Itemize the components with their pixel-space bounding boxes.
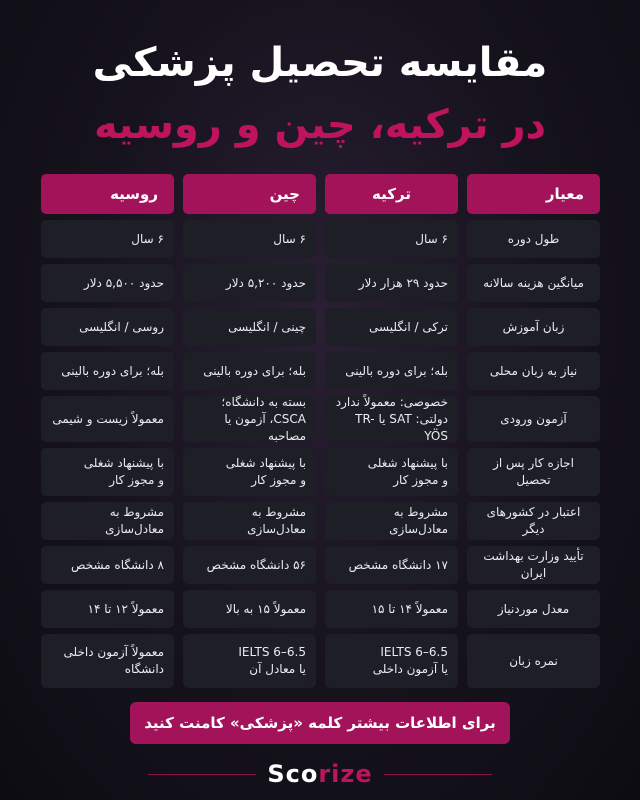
cell-text: مشروط به معادل‌سازی: [105, 505, 164, 536]
table-cell-russia: [41, 396, 174, 442]
cell-text: بله؛ برای دوره بالینی: [61, 363, 164, 378]
table-cell-china: [183, 546, 316, 584]
cell-text: ترکی / انگلیسی: [369, 319, 448, 334]
cell-text: معمولاً آزمون داخلی دانشگاه: [63, 645, 164, 676]
header-turkey: ترکیه: [325, 174, 458, 214]
comment-cta-banner: برای اطلاعات بیشتر کلمه «پزشکی» کامنت کنید: [130, 702, 510, 744]
table-row-criterion: [467, 396, 600, 442]
cell-text: با پیشنهاد شغلی و مجوز کار: [83, 456, 164, 487]
table-cell-russia: [41, 448, 174, 496]
table-row-criterion: [467, 634, 600, 688]
cell-text: با پیشنهاد شغلی و مجوز کار: [367, 456, 448, 487]
table-cell-russia: [41, 502, 174, 540]
header-criterion: معیار: [467, 174, 600, 214]
table-row-criterion: [467, 352, 600, 390]
cell-text: حدود ۵,۲۰۰ دلار: [225, 275, 306, 290]
cell-text: چینی / انگلیسی: [228, 319, 306, 334]
table-cell-russia: [41, 590, 174, 628]
table-cell-china: [183, 396, 316, 442]
cell-text: نیاز به زبان محلی: [489, 363, 578, 378]
table-cell-china: [183, 590, 316, 628]
table-cell-turkey: [325, 634, 458, 688]
table-cell-china: [183, 448, 316, 496]
table-cell-turkey: [325, 502, 458, 540]
cell-text: ۵۶ دانشگاه مشخص: [206, 557, 306, 572]
cell-text: حدود ۲۹ هزار دلار: [358, 275, 448, 290]
table-row-criterion: [467, 590, 600, 628]
page-title: مقایسه تحصیل پزشکی: [92, 40, 548, 86]
cell-text: ۶ سال: [415, 231, 448, 246]
cell-text: ۶ سال: [273, 231, 306, 246]
cell-text: اعتبار در کشورهای دیگر: [486, 505, 581, 536]
cell-text: معمولاً ۱۲ تا ۱۴: [87, 601, 164, 616]
table-cell-turkey: [325, 308, 458, 346]
table-cell-russia: [41, 264, 174, 302]
table-cell-russia: [41, 220, 174, 258]
cell-text: مشروط به معادل‌سازی: [389, 505, 448, 536]
cell-text: با پیشنهاد شغلی و مجوز کار: [225, 456, 306, 487]
table-cell-turkey: [325, 590, 458, 628]
cell-text: بسته به دانشگاه؛ CSCA، آزمون یا مصاحبه: [221, 394, 306, 443]
table-cell-turkey: [325, 264, 458, 302]
cell-text: مشروط به معادل‌سازی: [247, 505, 306, 536]
cell-text: معمولاً زیست و شیمی: [52, 411, 164, 426]
table-cell-turkey: [325, 448, 458, 496]
logo-text-sco: Sco: [267, 760, 319, 788]
cell-text: میانگین هزینه سالانه: [483, 275, 584, 290]
cell-text: ۶ سال: [131, 231, 164, 246]
comparison-table: [40, 174, 600, 688]
header-china: چین: [183, 174, 316, 214]
cell-text: آزمون ورودی: [500, 411, 567, 426]
cell-text: IELTS 6–6.5 یا معادل آن: [238, 645, 306, 676]
table-row-criterion: [467, 448, 600, 496]
cell-text: بله؛ برای دوره بالینی: [203, 363, 306, 378]
table-cell-russia: [41, 352, 174, 390]
table-cell-china: [183, 308, 316, 346]
cell-text: معدل موردنیاز: [497, 601, 570, 616]
table-cell-turkey: [325, 220, 458, 258]
table-cell-turkey: [325, 352, 458, 390]
cell-text: بله؛ برای دوره بالینی: [345, 363, 448, 378]
table-cell-china: [183, 264, 316, 302]
table-row-criterion: [467, 308, 600, 346]
table-row-criterion: [467, 220, 600, 258]
cell-text: معمولاً ۱۴ تا ۱۵: [371, 601, 448, 616]
table-cell-russia: [41, 308, 174, 346]
table-cell-china: [183, 634, 316, 688]
table-cell-china: [183, 352, 316, 390]
table-row-criterion: [467, 546, 600, 584]
brand-logo: [0, 760, 640, 788]
table-row-criterion: [467, 502, 600, 540]
table-cell-russia: [41, 546, 174, 584]
cell-text: اجازه کار پس از تحصیل: [493, 456, 574, 487]
cell-text: IELTS 6–6.5 یا آزمون داخلی: [372, 645, 448, 676]
cell-text: ۱۷ دانشگاه مشخص: [348, 557, 448, 572]
header-russia: روسیه: [41, 174, 174, 214]
cell-text: روسی / انگلیسی: [79, 319, 164, 334]
cell-text: حدود ۵,۵۰۰ دلار: [83, 275, 164, 290]
logo-text-rize: rize: [318, 760, 373, 788]
cell-text: طول دوره: [507, 231, 560, 246]
table-cell-china: [183, 220, 316, 258]
table-cell-china: [183, 502, 316, 540]
table-cell-turkey: [325, 396, 458, 442]
cell-text: معمولاً ۱۵ به بالا: [225, 601, 306, 616]
page-subtitle: در ترکیه، چین و روسیه: [93, 102, 547, 148]
cell-text: خصوصی: معمولاً ندارد دولتی: SAT یا TR-YÖS: [335, 394, 448, 443]
table-cell-russia: [41, 634, 174, 688]
cell-text: تأیید وزارت بهداشت ایران: [483, 549, 584, 580]
cell-text: ۸ دانشگاه مشخص: [71, 557, 164, 572]
cell-text: زبان آموزش: [502, 319, 565, 334]
table-row-criterion: [467, 264, 600, 302]
table-cell-turkey: [325, 546, 458, 584]
cell-text: نمره زبان: [509, 653, 558, 668]
